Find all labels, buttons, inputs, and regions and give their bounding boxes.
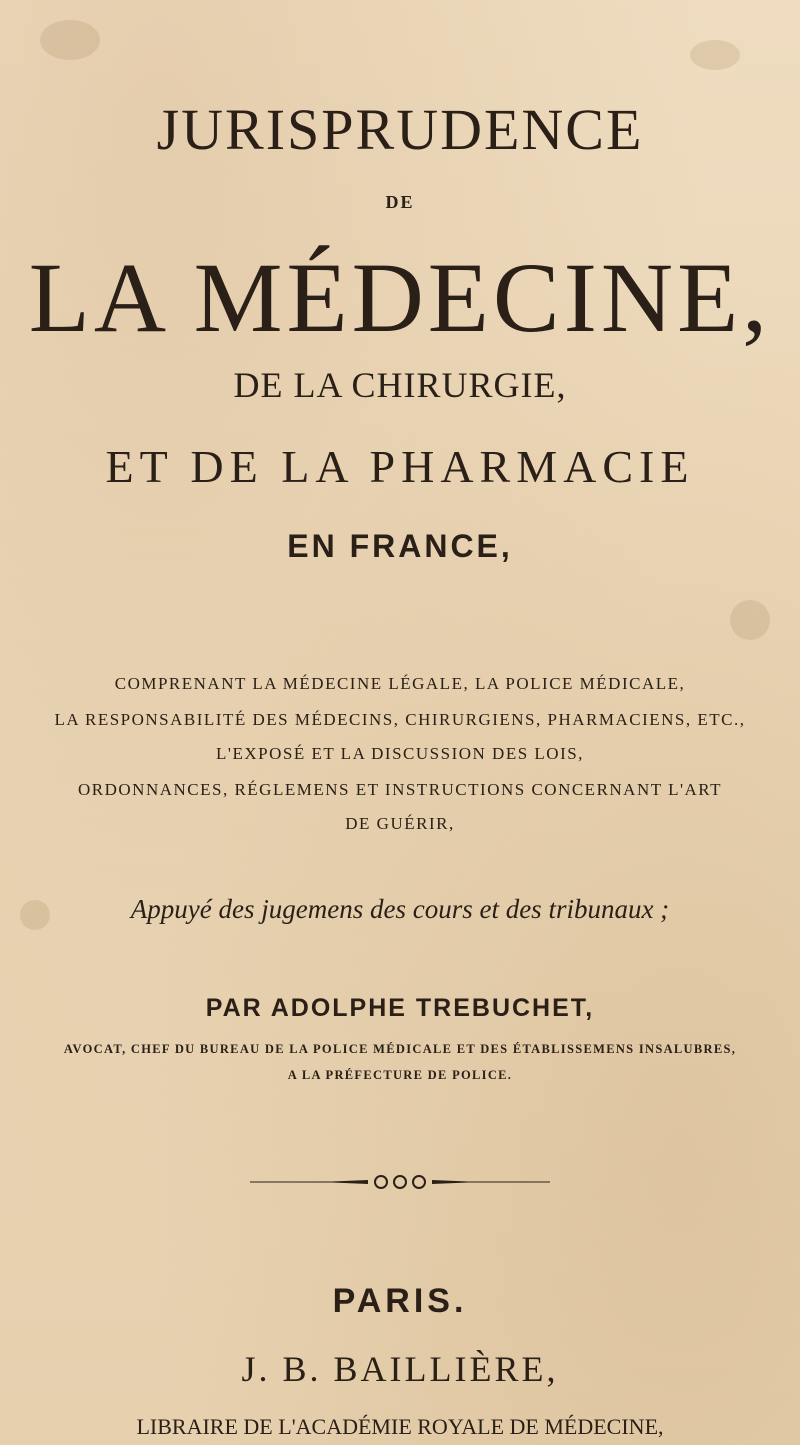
title-medecine: LA MÉDECINE,: [28, 242, 772, 353]
title-pharmacie: ET DE LA PHARMACIE: [105, 441, 695, 492]
subtitle-line: L'EXPOSÉ ET LA DISCUSSION DES LOIS,: [216, 744, 584, 763]
publisher-title: LIBRAIRE DE L'ACADÉMIE ROYALE DE MÉDECINE,: [136, 1414, 664, 1439]
author-role-line: AVOCAT, CHEF DU BUREAU DE LA POLICE MÉDICALE ET DES ÉTABLISSEMENS INSALUBRES,: [63, 1042, 737, 1056]
foxing-spot: [40, 20, 100, 60]
appuye-line: Appuyé des jugemens des cours et des tribunaux ;: [130, 894, 670, 924]
foxing-spot: [690, 40, 740, 70]
subtitle-line: COMPRENANT LA MÉDECINE LÉGALE, LA POLICE MÉDICALE,: [114, 674, 686, 693]
subtitle-line: ORDONNANCES, RÉGLEMENS ET INSTRUCTIONS CONCERNANT L'ART: [78, 780, 722, 799]
title-jurisprudence: JURISPRUDENCE: [156, 97, 644, 162]
subtitle-line: DE GUÉRIR,: [345, 814, 455, 833]
foxing-spot: [730, 600, 770, 640]
title-chirurgie: DE LA CHIRURGIE,: [233, 365, 567, 405]
author-name: PAR ADOLPHE TREBUCHET,: [205, 994, 595, 1022]
title-france: EN FRANCE,: [287, 528, 513, 564]
ornament-rule: [250, 1172, 550, 1192]
subtitle-line: LA RESPONSABILITÉ DES MÉDECINS, CHIRURGIENS, PHARMACIENS, ETC.,: [54, 710, 746, 729]
imprint-city: PARIS.: [332, 1282, 468, 1320]
publisher-name: J. B. BAILLIÈRE,: [241, 1349, 559, 1389]
author-role-line: A LA PRÉFECTURE DE POLICE.: [287, 1068, 513, 1082]
title-de: DE: [385, 192, 415, 212]
